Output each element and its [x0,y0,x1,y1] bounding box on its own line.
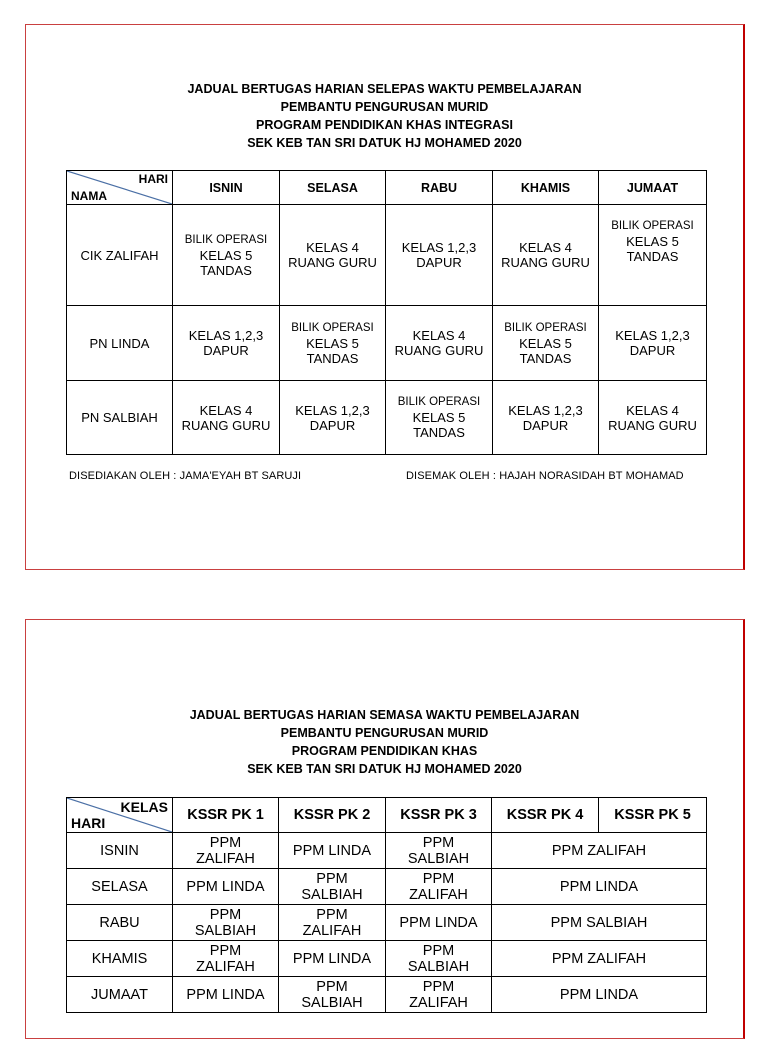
duty-line: KELAS 4 [199,402,253,418]
assignment-cell [386,941,492,977]
class-hours-duty-table [66,797,707,1013]
duty-line: KELAS 1,2,3 [295,402,370,418]
duty-line: KELAS 4 [626,402,679,418]
duty-cell [386,381,493,455]
assignment-cell [173,833,279,869]
duty-line: BILIK OPERASI [504,321,587,334]
duty-line: KELAS 1,2,3 [188,328,264,343]
duty-line: KELAS 5 [519,335,572,351]
duty-cell [280,205,386,306]
checked-by-text: DISEMAK OLEH : HAJAH NORASIDAH BT MOHAMAD [406,470,684,482]
duty-line: RUANG GURU [288,255,377,270]
assignment-line: PPM [422,978,455,995]
corner-label-name: NAMA [71,189,107,203]
assignment-cell [173,869,279,905]
assignment-cell [173,941,279,977]
duty-line: DAPUR [629,343,676,358]
table-row [67,833,707,869]
assignment-merged-cell: PPM LINDA [492,869,707,905]
duty-cell [493,381,599,455]
duty-line: TANDAS [306,350,359,366]
duty-line: KELAS 1,2,3 [615,328,690,343]
document-page-1 [25,24,745,570]
page1-title-line: JADUAL BERTUGAS HARIAN SELEPAS WAKTU PEMBELAJARAN [187,82,582,96]
day-cell: RABU [67,905,173,941]
assignment-cell [386,869,492,905]
prepared-by-text: DISEDIAKAN OLEH : JAMA'EYAH BT SARUJI [69,470,302,482]
duty-line: BILIK OPERASI [611,220,694,232]
duty-cell [280,306,386,381]
corner-label-day: HARI [71,815,106,831]
assignment-line: ZALIFAH [302,922,362,939]
duty-cell [493,306,599,381]
duty-line: KELAS 4 [306,240,359,255]
day-cell: JUMAAT [67,977,173,1013]
assignment-cell [279,941,386,977]
table-header-row [67,171,707,205]
duty-cell [599,306,707,381]
assignment-cell [279,977,386,1013]
duty-line: TANDAS [200,262,252,278]
assignment-line: SALBIAH [407,958,470,975]
page2-title-line: PROGRAM PENDIDIKAN KHAS [291,744,478,758]
page2-title-block [26,706,743,778]
duty-line: KELAS 4 [412,328,466,343]
assignment-merged-cell: PPM ZALIFAH [492,941,707,977]
staff-name-cell: PN LINDA [67,306,173,381]
duty-line: KELAS 5 [199,247,253,263]
column-header-day: SELASA [280,171,386,205]
assignment-cell [386,905,492,941]
staff-name-cell: PN SALBIAH [67,381,173,455]
assignment-line: PPM LINDA [292,950,372,967]
duty-line: KELAS 5 [626,234,679,249]
assignment-cell [386,833,492,869]
assignment-line: PPM [209,942,242,959]
assignment-cell [279,833,386,869]
assignment-merged-cell: PPM ZALIFAH [492,833,707,869]
assignment-line: PPM [422,870,455,887]
day-cell: SELASA [67,869,173,905]
duty-cell [173,205,280,306]
assignment-cell [173,977,279,1013]
page1-title-line: PEMBANTU PENGURUSAN MURID [280,100,489,114]
assignment-line: ZALIFAH [196,850,255,867]
duty-cell [599,205,707,306]
column-header-class: KSSR PK 4 [492,798,599,833]
page1-title-line: PROGRAM PENDIDIKAN KHAS INTEGRASI [256,118,513,132]
duty-line: KELAS 5 [306,335,359,351]
duty-line: BILIK OPERASI [291,321,374,334]
corner-header-cell [67,798,173,833]
duty-line: KELAS 1,2,3 [508,402,583,418]
assignment-line: PPM LINDA [186,878,265,895]
table-row [67,205,707,306]
duty-line: DAPUR [203,343,249,358]
table-row [67,941,707,977]
day-cell: ISNIN [67,833,173,869]
assignment-line: SALBIAH [194,922,257,939]
assignment-line: PPM [316,906,348,923]
assignment-line: PPM [209,834,242,851]
after-hours-duty-table [66,170,707,455]
duty-line: KELAS 5 [412,410,466,425]
duty-line: BILIK OPERASI [397,396,481,408]
page2-title-line: PEMBANTU PENGURUSAN MURID [280,726,489,740]
duty-cell [386,306,493,381]
duty-line: RUANG GURU [394,343,484,358]
assignment-line: PPM LINDA [292,842,372,859]
duty-line: TANDAS [626,249,679,264]
corner-label-class: KELAS [120,799,168,815]
duty-line: RUANG GURU [501,255,590,270]
table-row [67,381,707,455]
duty-line: DAPUR [309,417,356,433]
assignment-line: SALBIAH [407,850,470,867]
assignment-cell [279,869,386,905]
assignment-merged-cell: PPM LINDA [492,977,707,1013]
assignment-line: ZALIFAH [409,994,468,1011]
duty-line: TANDAS [413,425,465,440]
assignment-line: SALBIAH [301,994,363,1011]
table-row [67,306,707,381]
duty-line: KELAS 1,2,3 [401,240,477,255]
column-header-day: RABU [386,171,493,205]
duty-cell [386,205,493,306]
duty-cell [173,381,280,455]
assignment-line: ZALIFAH [196,958,255,975]
duty-line: RUANG GURU [608,417,697,433]
page2-title-line: JADUAL BERTUGAS HARIAN SEMASA WAKTU PEMBELAJARAN [189,708,580,722]
assignment-line: PPM LINDA [399,914,478,931]
table-row [67,869,707,905]
assignment-line: ZALIFAH [409,886,468,903]
corner-label-day: HARI [138,172,168,186]
column-header-day: KHAMIS [493,171,599,205]
table-header-row [67,798,707,833]
assignment-line: PPM [209,906,242,923]
page1-title-block [26,80,743,152]
column-header-class: KSSR PK 3 [386,798,492,833]
duty-line: KELAS 4 [519,240,572,255]
duty-line: TANDAS [519,350,572,366]
document-page-2 [25,619,745,1039]
table-row [67,977,707,1013]
assignment-line: PPM [422,834,455,851]
column-header-day: JUMAAT [599,171,707,205]
column-header-day: ISNIN [173,171,280,205]
duty-line: RUANG GURU [181,417,271,433]
duty-line: BILIK OPERASI [184,233,268,246]
column-header-class: KSSR PK 2 [279,798,386,833]
duty-line: DAPUR [416,255,462,270]
staff-name-cell: CIK ZALIFAH [67,205,173,306]
page1-title-line: SEK KEB TAN SRI DATUK HJ MOHAMED 2020 [247,136,522,150]
duty-cell [599,381,707,455]
page2-title-line: SEK KEB TAN SRI DATUK HJ MOHAMED 2020 [247,762,522,776]
assignment-cell [279,905,386,941]
duty-cell [493,205,599,306]
table-row [67,905,707,941]
duty-line: DAPUR [522,417,569,433]
assignment-cell [386,977,492,1013]
duty-cell [280,381,386,455]
column-header-class: KSSR PK 5 [599,798,707,833]
corner-header-cell [67,171,173,205]
assignment-line: PPM [422,942,455,959]
assignment-line: PPM [316,978,348,995]
assignment-line: PPM LINDA [186,986,265,1003]
day-cell: KHAMIS [67,941,173,977]
assignment-merged-cell: PPM SALBIAH [492,905,707,941]
column-header-class: KSSR PK 1 [173,798,279,833]
assignment-line: PPM [316,870,348,887]
assignment-cell [173,905,279,941]
assignment-line: SALBIAH [301,886,363,903]
duty-cell [173,306,280,381]
